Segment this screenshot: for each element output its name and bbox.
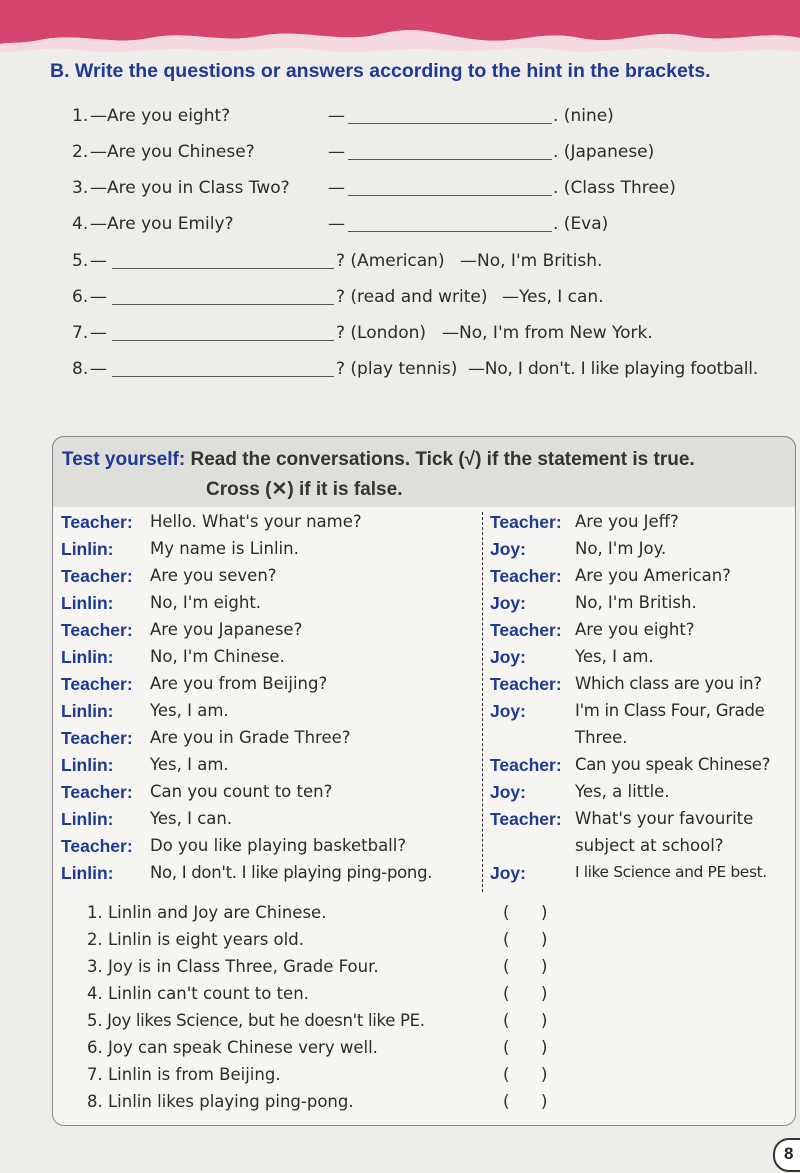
utterance: I'm in Class Four, Grade (575, 701, 765, 720)
exercise-row-7 (72, 323, 672, 349)
exercise-row-6 (72, 287, 632, 313)
utterance: Are you from Beijing? (150, 674, 328, 693)
answer-dash: — (90, 323, 107, 343)
dialogue-line (61, 566, 481, 593)
utterance: Are you eight? (575, 620, 695, 639)
paren-close: ) (541, 984, 548, 1003)
utterance: No, I'm Chinese. (150, 647, 285, 666)
utterance: Are you in Grade Three? (150, 728, 351, 747)
hint-text: ? (London) (336, 323, 427, 343)
utterance: Yes, I am. (150, 755, 229, 774)
paren-close: ) (541, 1038, 548, 1057)
utterance: I like Science and PE best. (575, 863, 767, 881)
answer-dash: — (90, 287, 107, 307)
hint-text: . (Eva) (553, 214, 609, 234)
utterance: Yes, I am. (150, 701, 229, 720)
speaker-name: Linlin: (61, 539, 114, 559)
utterance: My name is Linlin. (150, 539, 299, 558)
page-number-badge (773, 1138, 800, 1172)
statement-text: 6. Joy can speak Chinese very well. (87, 1038, 378, 1057)
utterance: No, I don't. I like playing ping-pong. (150, 863, 433, 882)
dialogue-line (490, 755, 790, 782)
paren-close: ) (541, 1092, 548, 1111)
answer-blank[interactable] (112, 340, 334, 341)
paren-close: ) (541, 903, 548, 922)
response-text: —No, I'm from New York. (442, 323, 653, 343)
speaker-name: Joy: (490, 593, 526, 613)
dialogue-line (490, 512, 790, 539)
dialogue-line (490, 863, 790, 890)
speaker-name: Teacher: (61, 512, 133, 532)
utterance: Hello. What's your name? (150, 512, 362, 531)
speaker-name: Joy: (490, 647, 526, 667)
utterance: What's your favourite (575, 809, 754, 828)
item-number: 1. (72, 106, 89, 126)
speaker-name: Linlin: (61, 755, 114, 775)
paren-open: ( (503, 957, 510, 976)
paren-open: ( (503, 1011, 510, 1030)
answer-blank[interactable] (112, 268, 334, 269)
paren-open: ( (503, 930, 510, 949)
answer-dash: — (90, 359, 107, 379)
paren-open: ( (503, 1038, 510, 1057)
utterance: Yes, I am. (575, 647, 654, 666)
utterance: Are you Japanese? (150, 620, 303, 639)
dialogue-line (61, 539, 481, 566)
speaker-name: Joy: (490, 539, 526, 559)
speaker-name: Linlin: (61, 863, 114, 883)
answer-dash: — (90, 251, 107, 271)
speaker-name: Joy: (490, 701, 526, 721)
utterance: No, I'm British. (575, 593, 697, 612)
top-decorative-band (0, 0, 800, 60)
response-text: —No, I'm British. (460, 251, 603, 271)
answer-blank[interactable] (112, 304, 334, 305)
utterance: No, I'm eight. (150, 593, 262, 612)
hint-text: ? (read and write) (336, 287, 488, 307)
hint-text: ? (American) (336, 251, 445, 271)
statement-text: 8. Linlin likes playing ping-pong. (87, 1092, 354, 1111)
answer-blank[interactable] (348, 231, 552, 232)
utterance: Three. (575, 728, 628, 747)
question-text: —Are you eight? (90, 106, 231, 126)
answer-blank[interactable] (348, 195, 552, 196)
statement-row (87, 1065, 547, 1092)
test-yourself-label: Test yourself: (62, 449, 186, 470)
dialogue-line (61, 782, 481, 809)
item-number: 4. (72, 214, 89, 234)
statement-text: 5. Joy likes Science, but he doesn't like PE. (87, 1011, 425, 1030)
instruction-text-2: Cross (✕) if it is false. (206, 479, 403, 500)
speaker-name: Teacher: (490, 620, 562, 640)
dialogue-line (490, 620, 790, 647)
dialogue-line (61, 593, 481, 620)
dialogue-line (490, 566, 790, 593)
dialogue-line (490, 593, 790, 620)
dialogue-line (61, 701, 481, 728)
utterance: No, I'm Joy. (575, 539, 667, 558)
utterance: Do you like playing basketball? (150, 836, 407, 855)
instruction-line (62, 449, 695, 471)
speaker-name: Linlin: (61, 647, 114, 667)
utterance: Can you speak Chinese? (575, 755, 771, 774)
utterance: Can you count to ten? (150, 782, 333, 801)
speaker-name: Teacher: (61, 836, 133, 856)
exercise-row-8 (72, 359, 784, 385)
statement-row (87, 984, 547, 1011)
speaker-name: Teacher: (490, 809, 562, 829)
hint-text: . (Japanese) (553, 142, 655, 162)
statement-row (87, 1011, 547, 1038)
utterance: Which class are you in? (575, 674, 762, 693)
paren-close: ) (541, 957, 548, 976)
speaker-name: Joy: (490, 782, 526, 802)
dialogue-line (490, 782, 790, 809)
dialogue-line (61, 647, 481, 674)
answer-blank[interactable] (112, 376, 334, 377)
dialogue-line (490, 647, 790, 674)
statement-text: 7. Linlin is from Beijing. (87, 1065, 281, 1084)
item-number: 6. (72, 287, 89, 307)
hint-text: ? (play tennis) (336, 359, 458, 379)
paren-open: ( (503, 903, 510, 922)
question-text: —Are you Emily? (90, 214, 234, 234)
item-number: 5. (72, 251, 89, 271)
speaker-name: Linlin: (61, 809, 114, 829)
speaker-name: Linlin: (61, 593, 114, 613)
question-text: —Are you Chinese? (90, 142, 255, 162)
utterance: Yes, a little. (575, 782, 670, 801)
utterance: Yes, I can. (150, 809, 233, 828)
statement-row (87, 903, 547, 930)
section-b-title: B. Write the questions or answers according to the hint in the brackets. (50, 60, 711, 82)
statement-text: 1. Linlin and Joy are Chinese. (87, 903, 327, 922)
speaker-name: Teacher: (490, 674, 562, 694)
dialogue-line (61, 755, 481, 782)
paren-close: ) (541, 1011, 548, 1030)
speaker-name: Teacher: (61, 782, 133, 802)
speaker-name: Teacher: (61, 674, 133, 694)
dialogue-line (490, 836, 790, 863)
dialogue-line (490, 674, 790, 701)
answer-dash: — (328, 178, 345, 198)
paren-open: ( (503, 984, 510, 1003)
response-text: —No, I don't. I like playing football. (468, 359, 759, 379)
utterance: Are you seven? (150, 566, 277, 585)
speaker-name: Teacher: (490, 566, 562, 586)
dialogue-line (61, 863, 481, 890)
answer-blank[interactable] (348, 123, 552, 124)
paren-close: ) (541, 1065, 548, 1084)
page-number: 8 (784, 1144, 794, 1163)
exercise-row-1 (72, 106, 632, 132)
speaker-name: Teacher: (490, 755, 562, 775)
answer-dash: — (328, 106, 345, 126)
item-number: 8. (72, 359, 89, 379)
paren-open: ( (503, 1092, 510, 1111)
exercise-row-2 (72, 142, 672, 168)
hint-text: . (nine) (553, 106, 614, 126)
statement-row (87, 957, 547, 984)
speaker-name: Teacher: (61, 620, 133, 640)
speaker-name: Linlin: (61, 701, 114, 721)
item-number: 7. (72, 323, 89, 343)
item-number: 3. (72, 178, 89, 198)
statement-text: 2. Linlin is eight years old. (87, 930, 304, 949)
exercise-row-5 (72, 251, 632, 277)
test-yourself-header (52, 436, 796, 507)
instruction-text: Read the conversations. Tick (√) if the statement is true. (190, 449, 695, 470)
response-text: —Yes, I can. (502, 287, 604, 307)
statement-text: 3. Joy is in Class Three, Grade Four. (87, 957, 379, 976)
dialogue-line (490, 539, 790, 566)
dialogue-line (61, 836, 481, 863)
paren-close: ) (541, 930, 548, 949)
statement-row (87, 930, 547, 957)
dialogue-line (490, 701, 790, 728)
speaker-name: Teacher: (61, 566, 133, 586)
speaker-name: Teacher: (490, 512, 562, 532)
dialogue-line (490, 809, 790, 836)
answer-blank[interactable] (348, 159, 552, 160)
paren-open: ( (503, 1065, 510, 1084)
statement-text: 4. Linlin can't count to ten. (87, 984, 309, 1003)
answer-dash: — (328, 214, 345, 234)
exercise-row-4 (72, 214, 632, 240)
utterance: Are you American? (575, 566, 731, 585)
utterance: subject at school? (575, 836, 724, 855)
hint-text: . (Class Three) (553, 178, 676, 198)
dialogue-line (61, 728, 481, 755)
item-number: 2. (72, 142, 89, 162)
speaker-name: Teacher: (61, 728, 133, 748)
dialogue-line (61, 809, 481, 836)
exercise-row-3 (72, 178, 692, 204)
question-text: —Are you in Class Two? (90, 178, 290, 198)
speaker-name: Joy: (490, 863, 526, 883)
dialogue-divider (482, 512, 483, 892)
statement-row (87, 1092, 547, 1119)
dialogue-line (490, 728, 790, 755)
answer-dash: — (328, 142, 345, 162)
dialogue-line (61, 674, 481, 701)
dialogue-line (61, 620, 481, 647)
utterance: Are you Jeff? (575, 512, 679, 531)
dialogue-line (61, 512, 481, 539)
statement-row (87, 1038, 547, 1065)
